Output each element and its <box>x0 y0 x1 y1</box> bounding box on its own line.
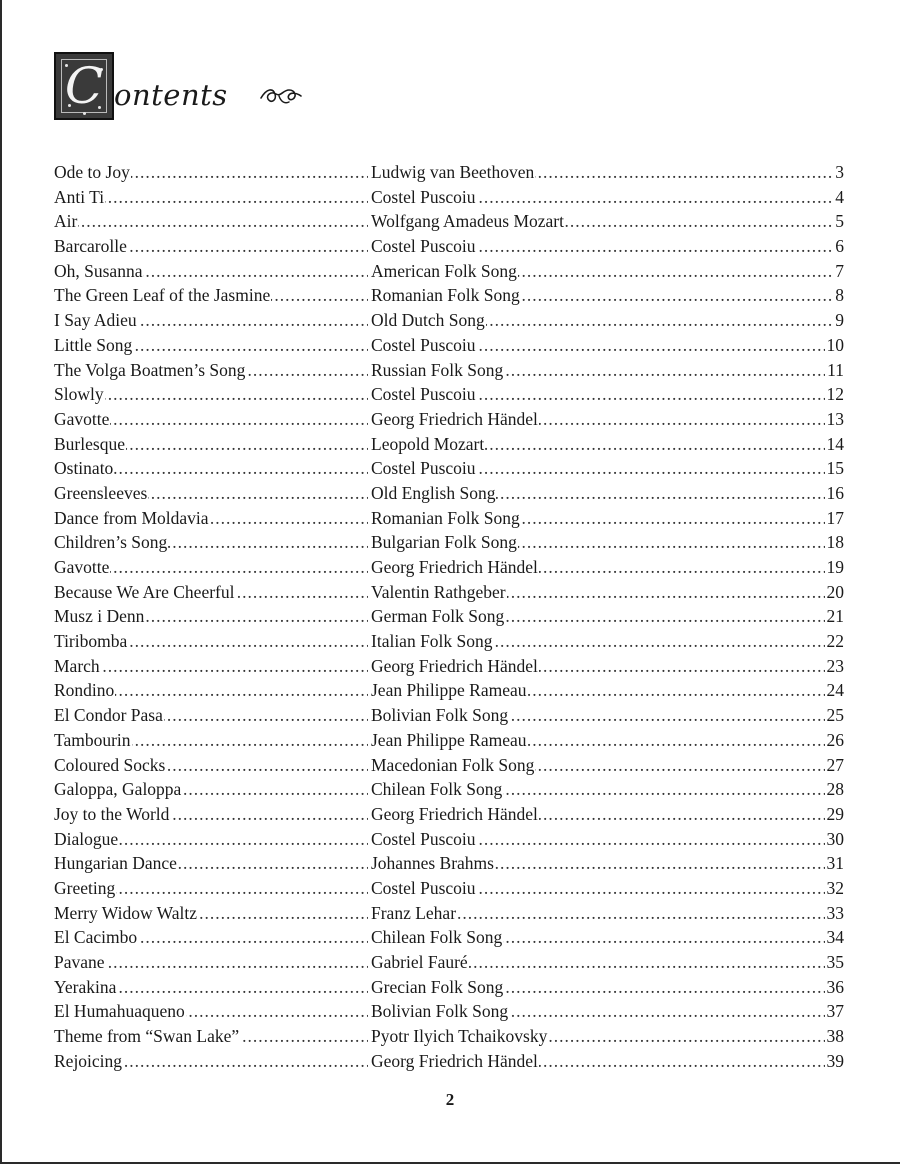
composer-name: Russian Folk Song <box>371 359 504 380</box>
page-number-ref: 23 <box>825 654 845 679</box>
toc-title-cell <box>54 950 368 975</box>
song-title: Because We Are Cheerful <box>54 581 235 602</box>
song-title: Barcarolle <box>54 236 127 257</box>
page-number-ref: 10 <box>825 333 845 358</box>
toc-row <box>54 308 844 333</box>
toc-title-cell <box>54 1024 368 1049</box>
toc-composer-cell <box>371 555 844 580</box>
song-title: Theme from “Swan Lake” <box>54 1026 240 1047</box>
toc-composer-cell <box>371 283 844 308</box>
toc-row <box>54 999 844 1024</box>
song-title: Rondino <box>54 680 115 701</box>
composer-name: Romanian Folk Song <box>371 285 520 306</box>
composer-name: Georg Friedrich Händel <box>371 557 538 577</box>
song-title: Oh, Susanna <box>54 260 143 281</box>
toc-row <box>54 185 844 210</box>
page-number-ref: 30 <box>825 827 845 852</box>
toc-row <box>54 678 844 703</box>
toc-row <box>54 530 844 555</box>
toc-row <box>54 827 844 852</box>
toc-composer-cell <box>371 678 844 703</box>
toc-title-cell <box>54 456 368 481</box>
toc-composer-cell <box>371 802 844 827</box>
toc-row <box>54 950 844 975</box>
toc-row <box>54 604 844 629</box>
toc-title-cell <box>54 358 368 383</box>
page-number-ref: 26 <box>825 728 845 753</box>
song-title: Dialogue <box>54 828 119 849</box>
toc-title-cell <box>54 209 368 234</box>
toc-row <box>54 1024 844 1049</box>
page-number-ref: 39 <box>825 1049 845 1074</box>
toc-row <box>54 901 844 926</box>
page-number-ref: 22 <box>825 629 845 654</box>
toc-title-cell <box>54 753 368 778</box>
toc-row <box>54 728 844 753</box>
toc-title-cell <box>54 777 368 802</box>
song-title: Yerakina <box>54 976 117 997</box>
toc-row <box>54 407 844 432</box>
song-title: Little Song <box>54 334 133 355</box>
toc-composer-cell <box>371 901 844 926</box>
song-title: Burlesque <box>54 433 125 454</box>
composer-name: Italian Folk Song <box>371 631 493 652</box>
toc-title-cell <box>54 827 368 852</box>
composer-name: Bolivian Folk Song <box>371 1001 509 1022</box>
composer-name: Costel Puscoiu <box>371 186 476 207</box>
toc-title-cell <box>54 432 368 457</box>
toc-title-cell <box>54 481 368 506</box>
toc-composer-cell <box>371 604 844 629</box>
page-number-ref: 13 <box>825 407 845 432</box>
toc-composer-cell <box>371 358 844 383</box>
composer-name: Georg Friedrich Händel <box>371 655 538 676</box>
composer-name: Gabriel Fauré <box>371 952 468 972</box>
song-title: Slowly <box>54 384 104 405</box>
toc-title-cell <box>54 259 368 284</box>
toc-title-cell <box>54 382 368 407</box>
toc-composer-cell <box>371 629 844 654</box>
toc-row <box>54 382 844 407</box>
toc-row <box>54 876 844 901</box>
page-number-ref: 33 <box>825 901 845 926</box>
song-title: Greensleeves <box>54 482 148 503</box>
page-title: ontents <box>114 78 228 112</box>
page-number-ref: 31 <box>825 851 845 876</box>
toc-row <box>54 506 844 531</box>
composer-name: Costel Puscoiu <box>371 334 476 355</box>
song-title: El Humahuaqueno <box>54 1001 185 1022</box>
toc-row <box>54 580 844 605</box>
composer-name: Bulgarian Folk Song <box>371 532 517 553</box>
toc-composer-cell <box>371 975 844 1000</box>
toc-title-cell <box>54 975 368 1000</box>
toc-composer-cell <box>371 160 844 185</box>
toc-row <box>54 1049 844 1074</box>
toc-composer-cell <box>371 753 844 778</box>
toc-row <box>54 851 844 876</box>
song-title: Children’s Song <box>54 532 168 553</box>
toc-title-cell <box>54 1049 368 1074</box>
toc-composer-cell <box>371 1049 844 1074</box>
toc-title-cell <box>54 185 368 210</box>
song-title: Anti Ti <box>54 186 105 207</box>
composer-name: Wolfgang Amadeus Mozart <box>371 211 564 232</box>
toc-title-cell <box>54 901 368 926</box>
song-title: Joy to the World <box>54 803 170 824</box>
page-number-ref: 5 <box>833 209 844 234</box>
composer-name: Chilean Folk Song <box>371 779 503 800</box>
toc-title-cell <box>54 308 368 333</box>
song-title: March <box>54 655 100 676</box>
composer-name: Jean Philippe Rameau <box>371 729 527 750</box>
toc-title-cell <box>54 283 368 308</box>
toc-row <box>54 358 844 383</box>
toc-composer-cell <box>371 851 844 876</box>
toc-row <box>54 481 844 506</box>
composer-name: Franz Lehar <box>371 902 457 923</box>
toc-composer-cell <box>371 456 844 481</box>
toc-composer-cell <box>371 999 844 1024</box>
song-title: El Condor Pasa <box>54 705 163 726</box>
composer-name: American Folk Song <box>371 260 517 281</box>
toc-title-cell <box>54 678 368 703</box>
page-number-ref: 34 <box>825 925 845 950</box>
toc-title-cell <box>54 876 368 901</box>
toc-composer-cell <box>371 333 844 358</box>
toc-row <box>54 432 844 457</box>
song-title: Merry Widow Waltz <box>54 902 198 923</box>
composer-name: Old English Song <box>371 482 496 503</box>
toc-row <box>54 283 844 308</box>
toc-title-cell <box>54 999 368 1024</box>
composer-name: Old Dutch Song <box>371 310 485 331</box>
toc-row <box>54 654 844 679</box>
dot-leader <box>54 654 368 679</box>
composer-name: Costel Puscoiu <box>371 877 476 898</box>
song-title: Ode to Joy <box>54 162 130 182</box>
composer-name: Georg Friedrich Händel <box>371 408 538 429</box>
toc-composer-cell <box>371 234 844 259</box>
toc-row <box>54 456 844 481</box>
song-title: I Say Adieu <box>54 310 137 331</box>
page-number-ref: 36 <box>825 975 845 1000</box>
toc-row <box>54 333 844 358</box>
drop-cap-letter: C <box>64 57 104 115</box>
song-title: Gavotte <box>54 408 110 429</box>
toc-title-cell <box>54 654 368 679</box>
composer-name: Chilean Folk Song <box>371 927 503 948</box>
toc-composer-cell <box>371 209 844 234</box>
composer-name: Macedonian Folk Song <box>371 754 535 775</box>
toc-composer-cell <box>371 407 844 432</box>
page-number-ref: 9 <box>833 308 844 333</box>
composer-name: Costel Puscoiu <box>371 458 476 479</box>
toc-title-cell <box>54 925 368 950</box>
composer-name: Jean Philippe Rameau <box>371 680 527 701</box>
song-title: Greeting <box>54 877 116 898</box>
page-number-ref: 19 <box>825 555 845 580</box>
composer-name: Valentin Rathgeber <box>371 581 506 602</box>
toc-composer-cell <box>371 703 844 728</box>
toc-composer-cell <box>371 185 844 210</box>
composer-name: Ludwig van Beethoven <box>371 162 535 182</box>
page-number-ref: 14 <box>825 432 845 457</box>
composer-name: Pyotr Ilyich Tchaikovsky <box>371 1026 548 1047</box>
toc-composer-cell <box>371 382 844 407</box>
toc-composer-cell <box>371 580 844 605</box>
toc-title-cell <box>54 802 368 827</box>
composer-name: German Folk Song <box>371 606 505 627</box>
toc-title-cell <box>54 580 368 605</box>
page-number-ref: 35 <box>825 950 845 975</box>
toc-row <box>54 925 844 950</box>
page-number-ref: 6 <box>833 234 844 259</box>
page-number-ref: 20 <box>825 580 845 605</box>
page-number-ref: 16 <box>825 481 845 506</box>
song-title: Coloured Socks <box>54 754 166 775</box>
page-number-ref: 7 <box>833 259 844 284</box>
composer-name: Georg Friedrich Händel <box>371 803 538 824</box>
composer-name: Grecian Folk Song <box>371 976 504 997</box>
page-number-ref: 29 <box>825 802 845 827</box>
composer-name: Romanian Folk Song <box>371 507 520 528</box>
song-title: Gavotte <box>54 557 110 577</box>
toc-row <box>54 555 844 580</box>
song-title: Pavane <box>54 952 105 972</box>
toc-composer-cell <box>371 950 844 975</box>
composer-name: Georg Friedrich Händel <box>371 1050 538 1071</box>
toc-row <box>54 259 844 284</box>
song-title: The Volga Boatmen’s Song <box>54 359 246 380</box>
toc-title-cell <box>54 728 368 753</box>
toc-row <box>54 777 844 802</box>
toc-title-cell <box>54 407 368 432</box>
song-title: Ostinato <box>54 458 114 479</box>
page-number: 2 <box>445 1090 455 1109</box>
toc-title-cell <box>54 506 368 531</box>
composer-name: Costel Puscoiu <box>371 828 476 849</box>
toc-title-cell <box>54 234 368 259</box>
page-number-ref: 4 <box>833 185 844 210</box>
composer-name: Leopold Mozart <box>371 433 485 454</box>
page-number-ref: 38 <box>825 1024 845 1049</box>
song-title: Musz i Denn <box>54 606 145 627</box>
floral-ornament-icon <box>259 82 303 108</box>
toc-composer-cell <box>371 925 844 950</box>
toc-title-cell <box>54 160 368 185</box>
song-title: Galoppa, Galoppa <box>54 779 182 800</box>
toc-composer-cell <box>371 432 844 457</box>
page-number-ref: 24 <box>825 678 845 703</box>
page-number-ref: 28 <box>825 777 845 802</box>
toc-row <box>54 160 844 185</box>
song-title: El Cacimbo <box>54 927 138 948</box>
composer-name: Costel Puscoiu <box>371 384 476 405</box>
page-number-ref: 8 <box>833 283 844 308</box>
toc-title-cell <box>54 604 368 629</box>
toc-row <box>54 975 844 1000</box>
song-title: Tiribomba <box>54 631 128 652</box>
toc-row <box>54 802 844 827</box>
table-of-contents <box>54 160 844 1073</box>
song-title: Air <box>54 211 78 232</box>
page-left-border <box>0 0 2 1164</box>
song-title: Tambourin <box>54 729 131 750</box>
composer-name: Costel Puscoiu <box>371 236 476 257</box>
composer-name: Bolivian Folk Song <box>371 705 509 726</box>
toc-composer-cell <box>371 876 844 901</box>
toc-composer-cell <box>371 728 844 753</box>
toc-composer-cell <box>371 530 844 555</box>
toc-composer-cell <box>371 308 844 333</box>
toc-title-cell <box>54 851 368 876</box>
toc-composer-cell <box>371 777 844 802</box>
toc-composer-cell <box>371 481 844 506</box>
toc-title-cell <box>54 703 368 728</box>
composer-name: Johannes Brahms <box>371 853 494 874</box>
song-title: The Green Leaf of the Jasmine <box>54 285 271 306</box>
toc-row <box>54 753 844 778</box>
toc-composer-cell <box>371 827 844 852</box>
toc-title-cell <box>54 333 368 358</box>
toc-row <box>54 703 844 728</box>
page-number-ref: 32 <box>825 876 845 901</box>
toc-composer-cell <box>371 1024 844 1049</box>
toc-title-cell <box>54 629 368 654</box>
toc-row <box>54 209 844 234</box>
toc-row <box>54 629 844 654</box>
toc-title-cell <box>54 555 368 580</box>
page-number-ref: 12 <box>825 382 845 407</box>
toc-composer-cell <box>371 654 844 679</box>
page-number-ref: 18 <box>825 530 845 555</box>
toc-composer-cell <box>371 259 844 284</box>
song-title: Dance from Moldavia <box>54 507 209 528</box>
toc-row <box>54 234 844 259</box>
song-title: Hungarian Dance <box>54 853 177 874</box>
page-number-ref: 25 <box>825 703 845 728</box>
toc-title-cell <box>54 530 368 555</box>
page-number-ref: 3 <box>833 160 844 185</box>
page-number-ref: 37 <box>825 999 845 1024</box>
song-title: Rejoicing <box>54 1050 123 1071</box>
page-number-ref: 21 <box>825 604 845 629</box>
illuminated-drop-cap <box>54 52 114 120</box>
page-number-ref: 17 <box>825 506 845 531</box>
page-number-ref: 15 <box>825 456 845 481</box>
toc-composer-cell <box>371 506 844 531</box>
page-number-ref: 11 <box>825 358 844 383</box>
dot-leader <box>54 209 368 234</box>
page-number-ref: 27 <box>825 753 845 778</box>
